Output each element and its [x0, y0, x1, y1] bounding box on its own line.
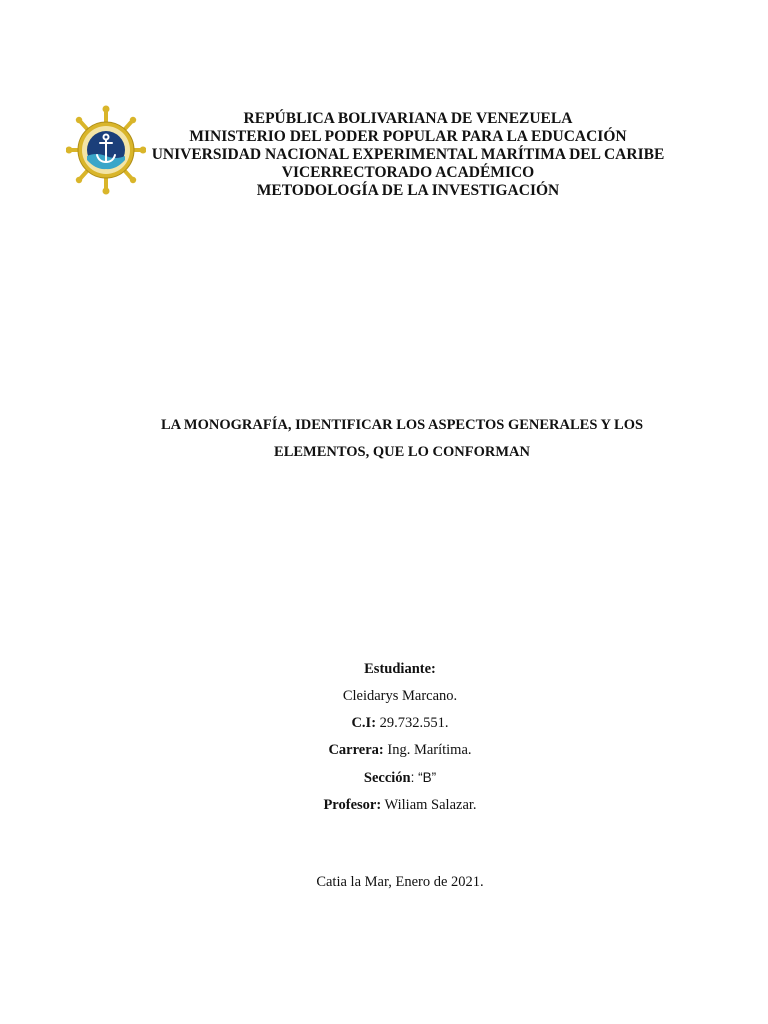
title-line-2: ELEMENTOS, QUE LO CONFORMAN [274, 444, 530, 460]
header-line-republic: REPÚBLICA BOLIVARIANA DE VENEZUELA [243, 110, 573, 127]
profesor-label: Profesor: [323, 797, 382, 813]
place-date: Catia la Mar, Enero de 2021. [316, 874, 484, 890]
student-heading [150, 656, 650, 683]
seccion-value: : “B” [410, 770, 437, 785]
student-name: Cleidarys Marcano. [342, 688, 458, 704]
carrera-label: Carrera: [328, 742, 384, 758]
ci-value: 29.732.551. [376, 715, 449, 731]
profesor-value: Wiliam Salazar. [381, 797, 477, 813]
seccion-label: Sección [363, 770, 411, 786]
student-ci [150, 710, 650, 737]
header-line-ministry: MINISTERIO DEL PODER POPULAR PARA LA EDUCACIÓN [189, 128, 627, 145]
header-line-university: UNIVERSIDAD NACIONAL EXPERIMENTAL MARÍTIMA DEL CARIBE [151, 146, 665, 163]
student-seccion [150, 764, 650, 792]
carrera-value: Ing. Marítima. [383, 742, 472, 758]
institution-header [100, 110, 716, 200]
student-info [150, 656, 650, 819]
student-heading-label: Estudiante: [364, 661, 436, 677]
ci-label: C.I: [351, 715, 377, 731]
student-profesor [150, 792, 650, 819]
document-title [100, 412, 704, 466]
header-line-subject: METODOLOGÍA DE LA INVESTIGACIÓN [256, 182, 560, 199]
student-carrera [150, 737, 650, 764]
title-line-1: LA MONOGRAFÍA, IDENTIFICAR LOS ASPECTOS GENERALES Y LOS [160, 417, 644, 433]
header-line-vice-rectorate: VICERRECTORADO ACADÉMICO [281, 164, 535, 181]
